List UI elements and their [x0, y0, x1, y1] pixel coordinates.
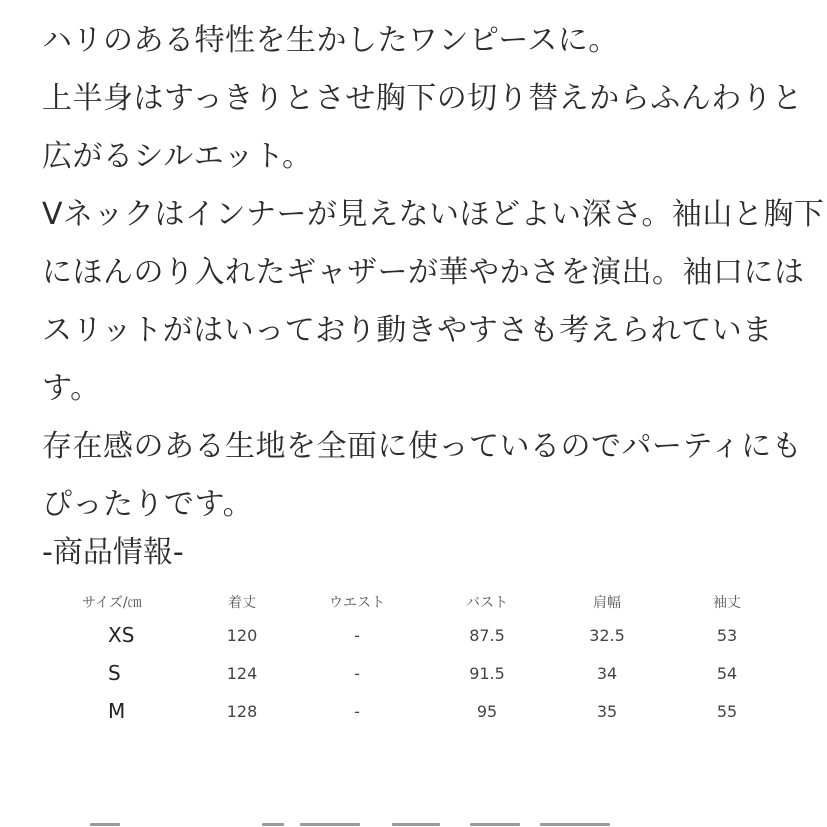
table-cell: - — [354, 663, 360, 683]
product-info-title: -商品情報- — [42, 535, 184, 570]
table-row — [52, 616, 792, 654]
table-cell: 35 — [596, 701, 618, 721]
description-line: にほんのり入れたギャザーが華やかさを演出。袖口には — [42, 255, 805, 290]
table-cell: 55 — [716, 701, 738, 721]
description-line: ハリのある特性を生かしたワンピースに。 — [42, 23, 619, 58]
table-cell: 95 — [476, 701, 498, 721]
column-header-shoulder: 肩幅 — [593, 595, 621, 611]
table-cell: 32.5 — [589, 625, 625, 645]
column-header-sleeve: 袖丈 — [713, 595, 741, 611]
size-label: M — [108, 699, 126, 723]
table-cell: 91.5 — [469, 663, 505, 683]
column-header-size: サイズ/㎝ — [82, 595, 142, 611]
table-cell: 34 — [596, 663, 618, 683]
description-line: スリットがはいっており動きやすさも考えられていま — [42, 313, 773, 348]
table-cell: 53 — [716, 625, 738, 645]
table-cell: - — [354, 625, 360, 645]
table-cell: - — [354, 701, 360, 721]
table-cell: 54 — [716, 663, 738, 683]
size-label: S — [108, 661, 121, 685]
description-line: す。 — [42, 371, 101, 406]
column-header-waist: ウエスト — [329, 595, 385, 611]
table-cell: 124 — [226, 663, 258, 683]
column-header-length: 着丈 — [228, 595, 256, 611]
description-line: 上半身はすっきりとさせ胸下の切り替えからふんわりと — [42, 81, 803, 116]
table-cell: 87.5 — [469, 625, 505, 645]
table-cell: 128 — [226, 701, 258, 721]
column-header-bust: バスト — [466, 595, 508, 611]
description-line: 存在感のある生地を全面に使っているのでパーティにも — [42, 429, 803, 464]
description-line: Vネックはインナーが見えないほどよい深さ。袖山と胸下 — [42, 197, 825, 232]
product-description — [42, 12, 825, 534]
description-line: ぴったりです。 — [42, 487, 254, 522]
table-header-row — [52, 588, 792, 616]
cropped-text-fragment — [0, 818, 827, 827]
table-row — [52, 692, 792, 730]
description-line: 広がるシルエット。 — [42, 139, 313, 174]
table-row — [52, 654, 792, 692]
table-cell: 120 — [226, 625, 258, 645]
size-label: XS — [108, 623, 135, 647]
size-table — [52, 588, 792, 730]
